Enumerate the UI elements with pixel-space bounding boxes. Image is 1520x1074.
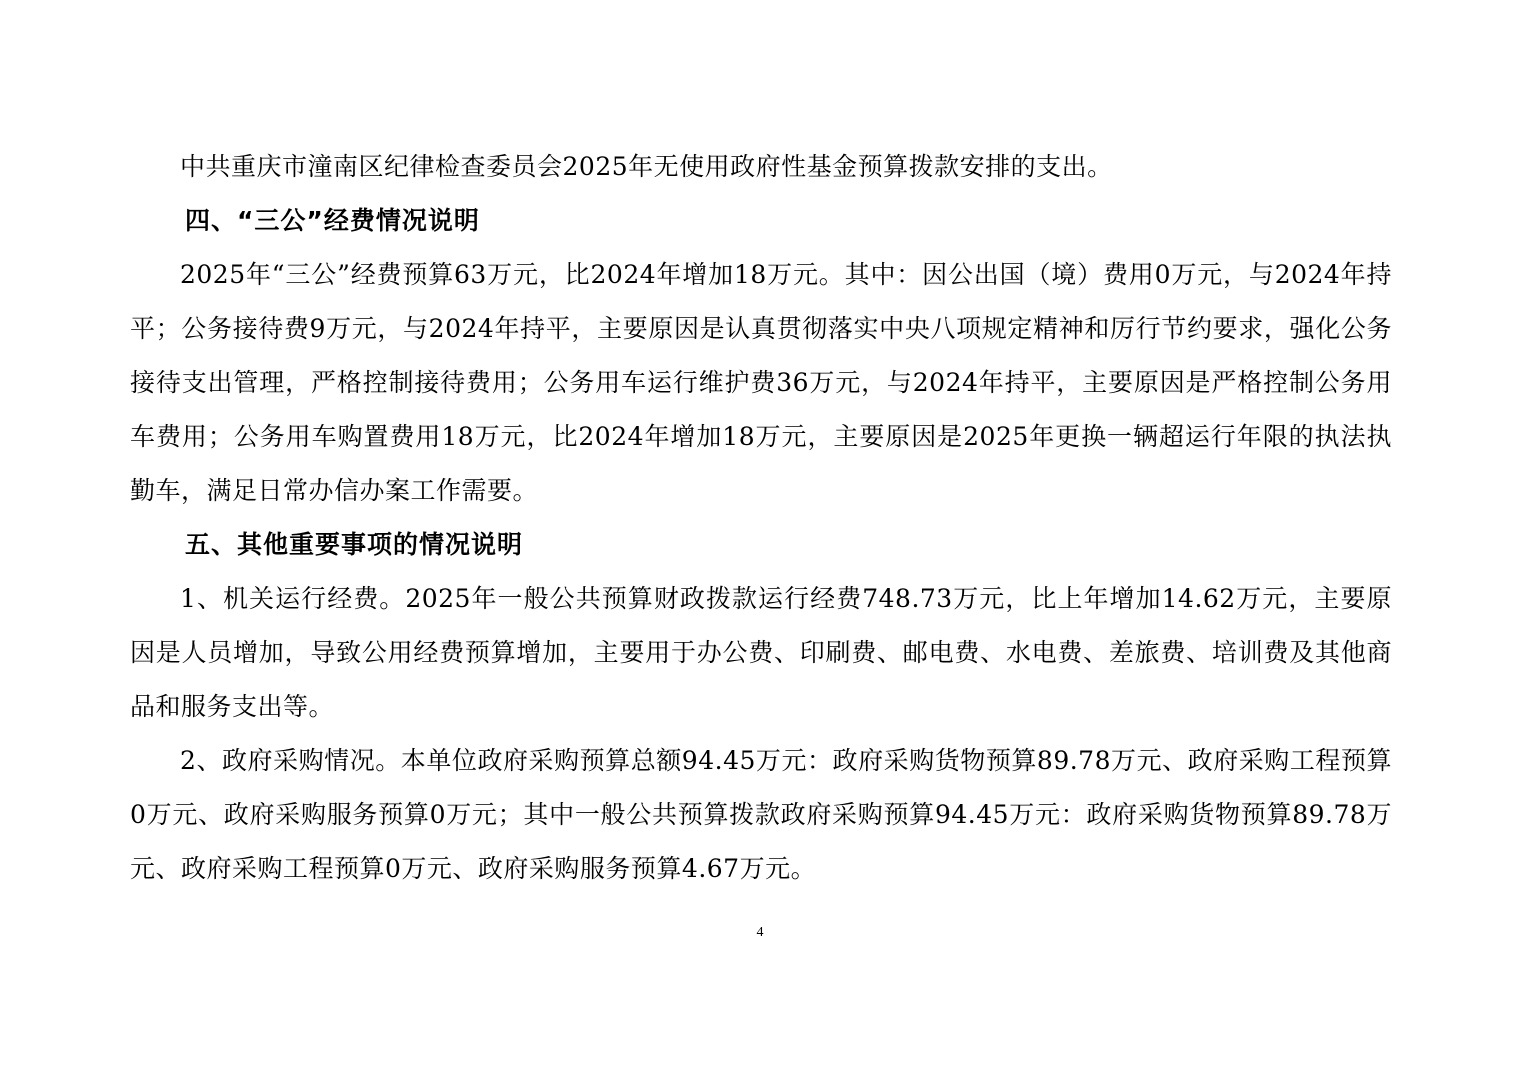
page-number: 4	[756, 925, 764, 940]
paragraph-fund-budget: 中共重庆市潼南区纪律检查委员会2025年无使用政府性基金预算拨款安排的支出。	[180, 152, 1113, 181]
section-heading-other-matters: 五、其他重要事项的情况说明	[185, 530, 524, 559]
paragraph-operating-expenses: 1、机关运行经费。2025年一般公共预算财政拨款运行经费748.73万元，比上年增加14.62万元，主要原因是人员增加，导致公用经费预算增加，主要用于办公费、印刷费、邮电费、水电费、差旅费、培训费及其他商品和服务支出等。	[130, 584, 1392, 721]
paragraph-government-procurement: 2、政府采购情况。本单位政府采购预算总额94.45万元：政府采购货物预算89.78万元、政府采购工程预算0万元、政府采购服务预算0万元；其中一般公共预算拨款政府采购预算94.45万元：政府采购货物预算89.78万元、政府采购工程预算0万元、政府采购服务预算4.67万元。	[130, 746, 1392, 883]
section-heading-three-public: 四、“三公”经费情况说明	[185, 206, 480, 235]
paragraph-three-public-expenses: 2025年“三公”经费预算63万元，比2024年增加18万元。其中：因公出国（境）费用0万元，与2024年持平；公务接待费9万元，与2024年持平，主要原因是认真贯彻落实中央八项规定精神和厉行节约要求，强化公务接待支出管理，严格控制接待费用；公务用车运行维护费36万元，与2024年持平，主要原因是严格控制公务用车费用；公务用车购置费用18万元，比2024年增加18万元，主要原因是2025年更换一辆超运行年限的执法执勤车，满足日常办信办案工作需要。	[130, 260, 1392, 505]
document-body	[130, 140, 1392, 896]
